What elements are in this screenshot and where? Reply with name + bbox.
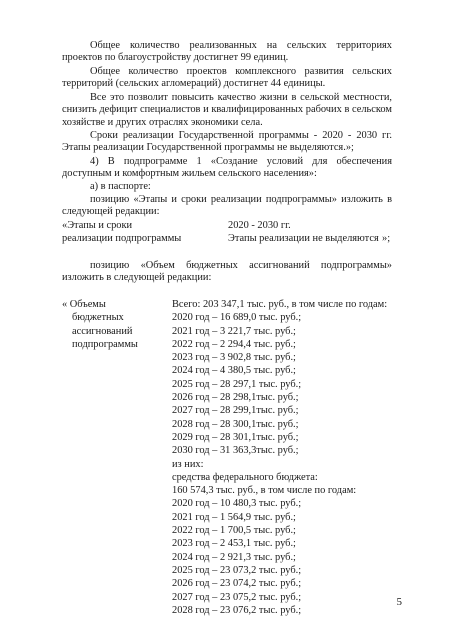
budget-year-line: 2027 год – 28 299,1тыс. руб.; <box>172 405 299 417</box>
paragraph-agglomerations: Общее количество проектов комплексного развития сельских территорий (сельских агломераций) достигнет 44 единицы. <box>62 66 392 90</box>
paragraph-subprogram-1: 4) В подпрограмме 1 «Создание условий для обеспечения доступным и комфортным жильем сельского населения»: <box>62 156 392 180</box>
paragraph-landscaping: Общее количество реализованных на сельских территориях проектов по благоустройству достигнет 99 единиц. <box>62 40 392 64</box>
budget-federal-year-line: 2020 год – 10 480,3 тыс. руб.; <box>172 498 302 510</box>
budget-year-line: 2029 год – 28 301,1тыс. руб.; <box>172 431 299 443</box>
stages-closing-quote: »; <box>382 233 391 244</box>
stages-label-line1: «Этапы и сроки <box>62 220 133 231</box>
budget-federal-year-line: 2027 год – 23 075,2 тыс. руб.; <box>172 591 302 603</box>
budget-year-line: 2020 год – 16 689,0 тыс. руб.; <box>172 312 302 324</box>
budget-of-which-line: из них: <box>172 458 204 470</box>
budget-year-line: 2026 год – 28 298,1тыс. руб.; <box>172 392 299 404</box>
budget-federal-year-line: 2021 год – 1 564,9 тыс. руб.; <box>172 511 296 523</box>
budget-federal-heading: средства федерального бюджета: <box>172 471 318 483</box>
budget-year-line: 2023 год – 3 902,8 тыс. руб.; <box>172 352 296 364</box>
budget-year-line: 2030 год – 31 363,3тыс. руб.; <box>172 445 299 457</box>
budget-federal-year-line: 2025 год – 23 073,2 тыс. руб.; <box>172 564 302 576</box>
stages-label-line2: реализации подпрограммы <box>62 233 182 244</box>
budget-label <box>62 298 162 351</box>
paragraph-stages-position: позицию «Этапы и сроки реализации подпрограммы» изложить в следующей редакции: <box>62 194 392 218</box>
budget-year-line: 2025 год – 28 297,1 тыс. руб.; <box>172 378 302 390</box>
stages-value-line1: 2020 - 2030 гг. <box>228 220 291 231</box>
budget-federal-year-line: 2022 год – 1 700,5 тыс. руб.; <box>172 525 296 537</box>
stages-value-line2: Этапы реализации не выделяются <box>228 233 379 244</box>
budget-total-line: Всего: 203 347,1 тыс. руб., в том числе по годам: <box>172 299 388 310</box>
paragraph-budget-position: позицию «Объем бюджетных ассигнований подпрограммы» изложить в следующей редакции: <box>62 260 392 284</box>
budget-federal-year-line: 2024 год – 2 921,3 тыс. руб.; <box>172 551 296 563</box>
budget-year-line: 2024 год – 4 380,5 тыс. руб.; <box>172 365 296 377</box>
page-number: 5 <box>396 596 402 608</box>
budget-label-line: подпрограммы <box>72 338 138 350</box>
paragraph-quality-of-life: Все это позволит повысить качество жизни в сельской местности, снизить дефицит специалистов и квалифицированных рабочих в сельском хозяйстве и других отраслях экономики села. <box>62 92 392 128</box>
budget-federal-year-line: 2023 год – 2 453,1 тыс. руб.; <box>172 538 296 550</box>
budget-federal-total-line: 160 574,3 тыс. руб., в том числе по годам: <box>172 485 357 497</box>
budget-label-line: бюджетных <box>72 312 124 324</box>
budget-year-line: 2021 год – 3 221,7 тыс. руб.; <box>172 325 296 337</box>
budget-year-line: 2028 год – 28 300,1тыс. руб.; <box>172 418 299 430</box>
budget-values <box>172 298 387 617</box>
budget-label-line: ассигнований <box>72 325 133 337</box>
budget-year-line: 2022 год – 2 294,4 тыс. руб.; <box>172 338 296 350</box>
paragraph-program-timing: Сроки реализации Государственной программы - 2020 - 2030 гг. Этапы реализации Государственной программы не выделяются.»; <box>62 130 392 154</box>
paragraph-passport: а) в паспорте: <box>90 181 151 192</box>
budget-federal-year-line: 2026 год – 23 074,2 тыс. руб.; <box>172 578 302 590</box>
budget-federal-year-line: 2028 год – 23 076,2 тыс. руб.; <box>172 604 302 616</box>
budget-label-line: « Объемы <box>62 299 106 310</box>
